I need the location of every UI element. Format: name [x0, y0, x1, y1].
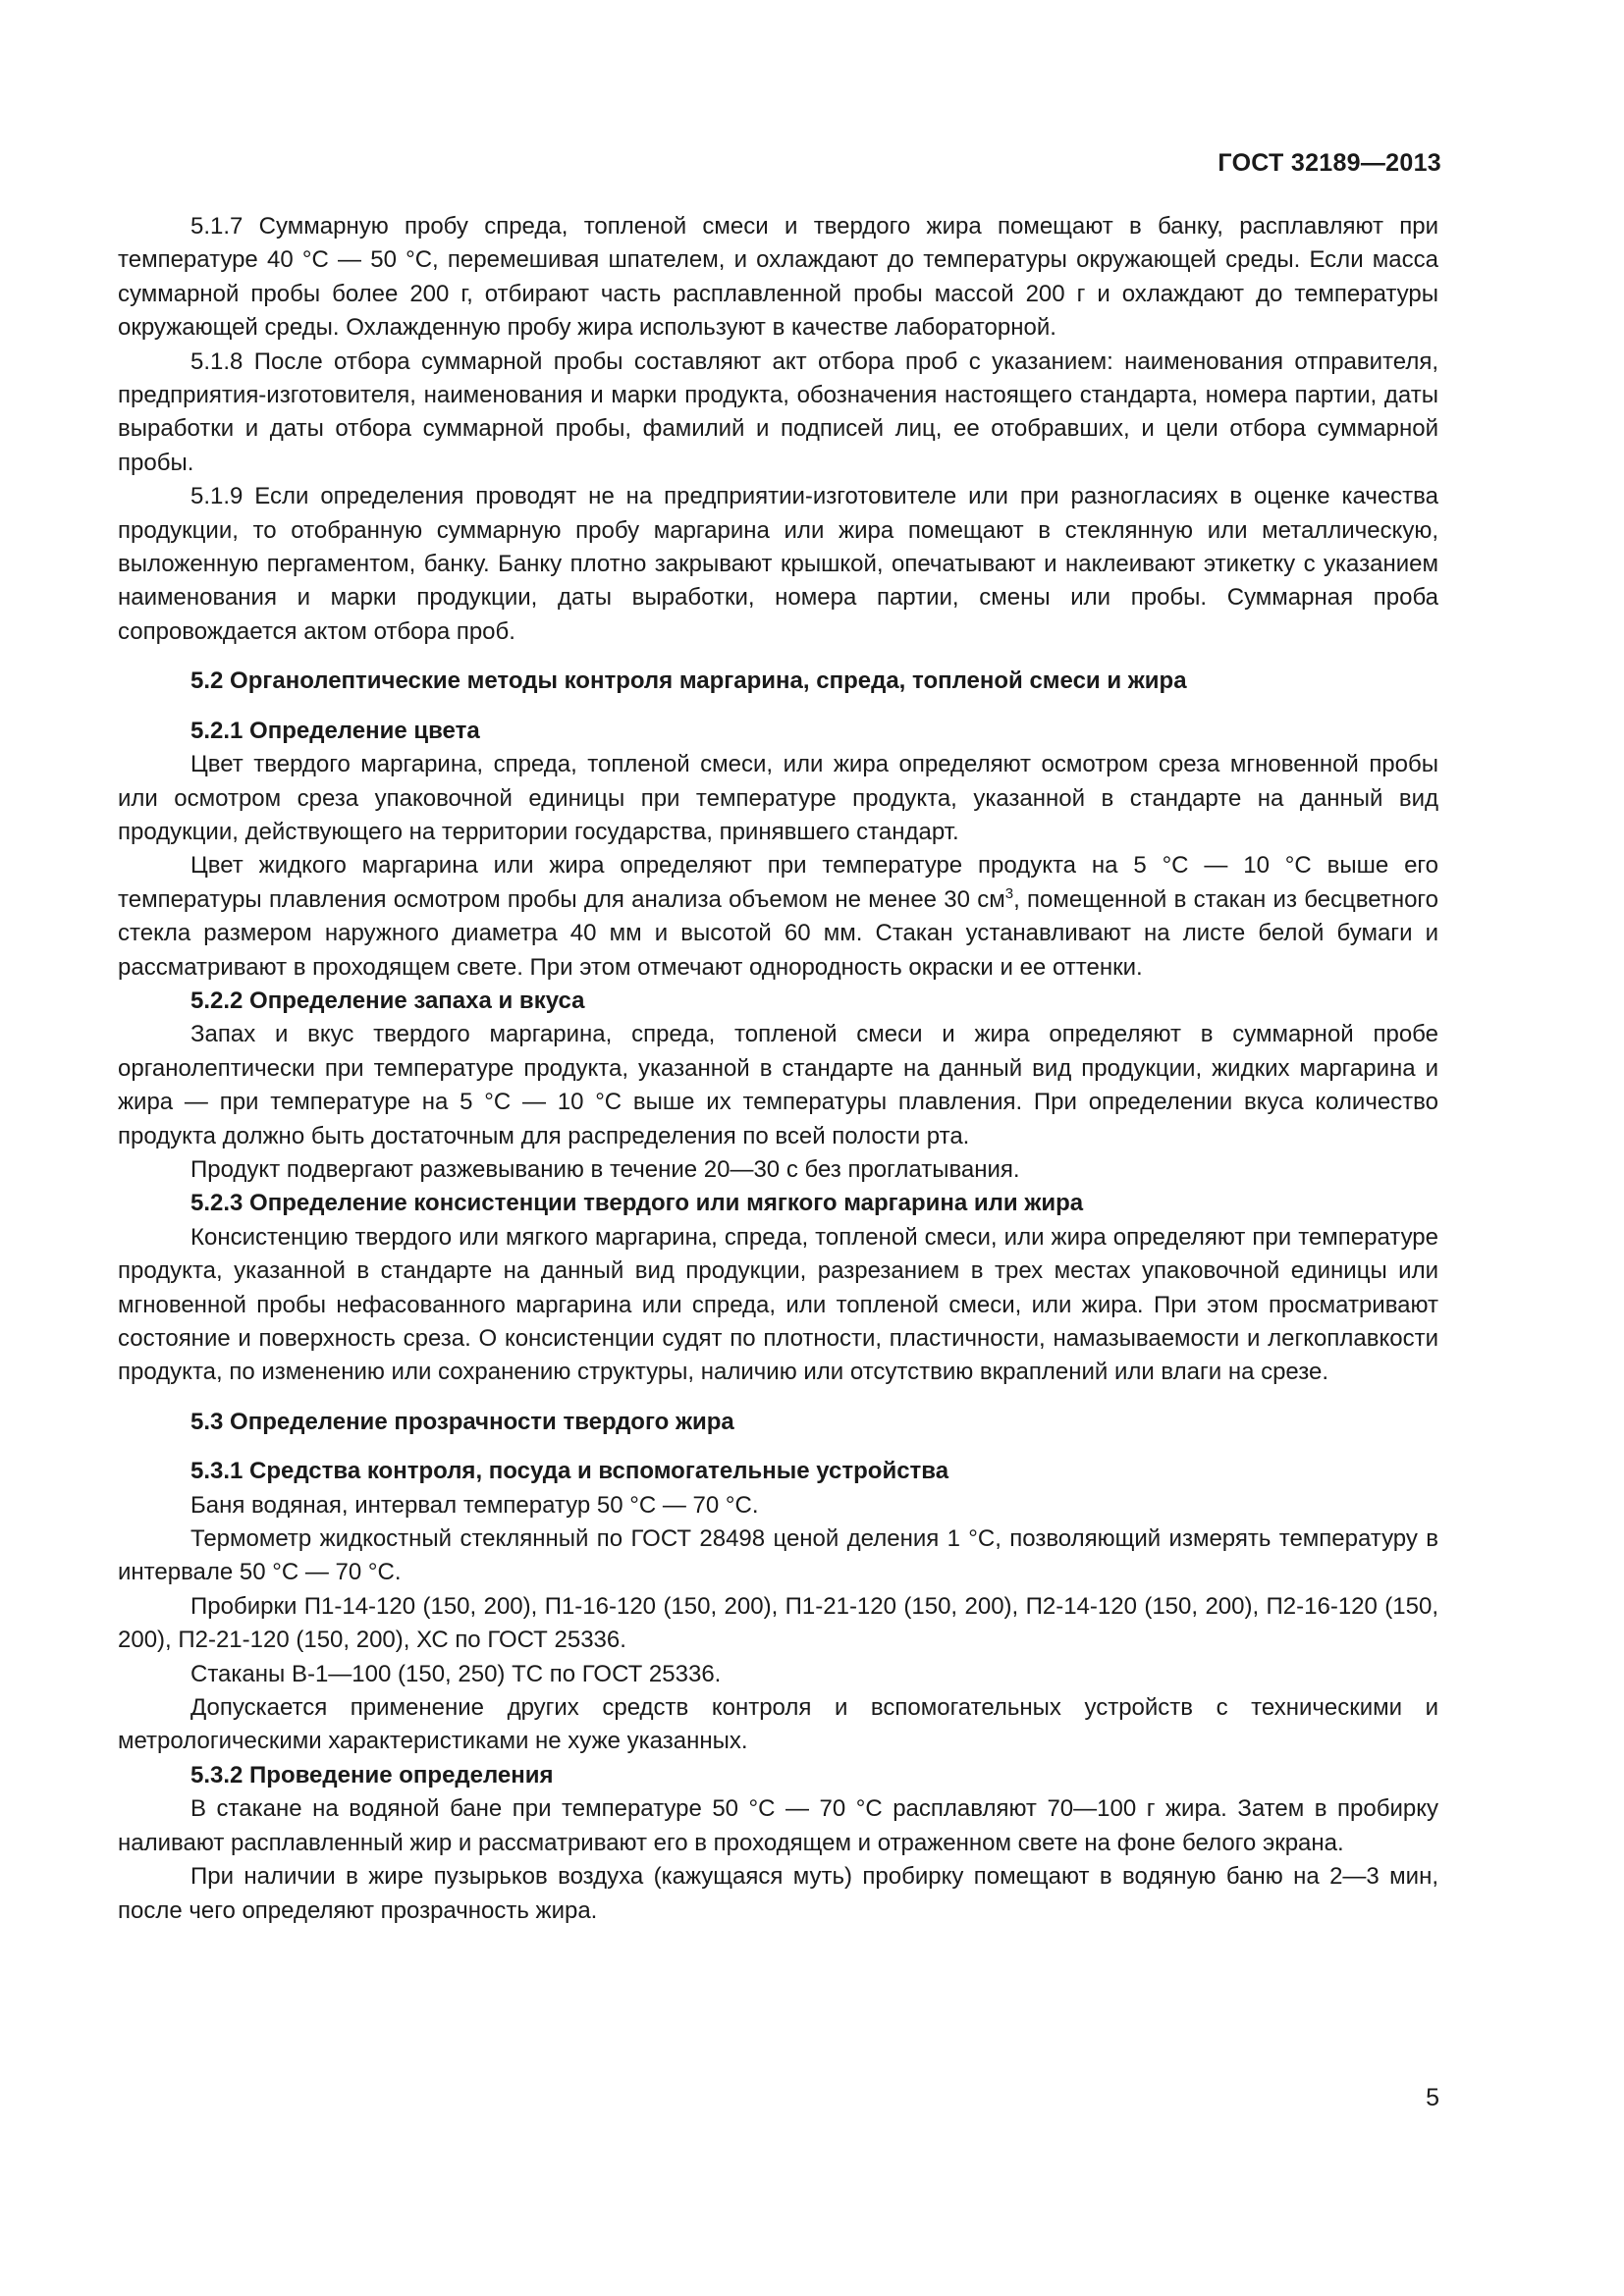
paragraph-5-3-1-a: Баня водяная, интервал температур 50 °С — 70 °С.: [190, 1491, 759, 1519]
paragraph-5-2-1-b: [118, 849, 1438, 985]
subsection-heading-5-2-2: 5.2.2 Определение запаха и вкуса: [190, 987, 585, 1014]
paragraph-5-2-2-b: Продукт подвергают разжевыванию в течение 20—30 с без проглатывания.: [190, 1155, 1020, 1183]
section-heading-5-2: 5.2 Органолептические методы контроля маргарина, спреда, топленой смеси и жира: [190, 667, 1187, 695]
paragraph-5-1-7: 5.1.7 Суммарную пробу спреда, топленой смеси и твердого жира помещают в банку, расплавляют при температуре 40 °С — 50 °С, перемешивая шпателем, и охлаждают до температуры окружающей среды. Если масса суммарной пробы более 200 г, отбирают часть расплавленной пробы массой 200 г и охлаждают до температуры окружающей среды. Охлажденную пробу жира используют в качестве лабораторной.: [118, 213, 1438, 342]
paragraph-5-3-2-a: В стакане на водяной бане при температуре 50 °С — 70 °С расплавляют 70—100 г жира. Затем в пробирку наливают расплавленный жир и рассматривают его в проходящем и отраженном свете на фоне белого экрана.: [118, 1795, 1438, 1856]
paragraph-5-2-1-b-end: , помещенной в стакан из бесцветного стекла размером наружного диаметра 40 мм и высотой 60 мм. Стакан устанавливают на листе белой бумаги и рассматривают в проходящем свете. При этом отмечают однородность окраски и ее оттенки.: [118, 885, 1439, 981]
subsection-heading-5-2-1: 5.2.1 Определение цвета: [190, 717, 480, 744]
paragraph-5-2-1-a: Цвет твердого маргарина, спреда, топленой смеси, или жира определяют осмотром среза мгновенной пробы или осмотром среза упаковочной единицы при температуре продукта, указанной в стандарте на данный вид продукции, действующего на территории государства, принявшего стандарт.: [118, 751, 1438, 845]
paragraph-5-3-1-e: Допускается применение других средств контроля и вспомогательных устройств с техническими и метрологическими характеристиками не хуже указанных.: [118, 1694, 1438, 1755]
page-body: [118, 210, 1438, 1928]
paragraph-5-2-3: Консистенцию твердого или мягкого маргарина, спреда, топленой смеси, или жира определяют при температуре продукта, указанной в стандарте на данный вид продукции, разрезанием в трех местах упаковочной единицы или мгновенной пробы нефасованного маргарина или спреда, или топленой смеси, или жира. При этом просматривают состояние и поверхность среза. О консистенции судят по плотности, пластичности, намазываемости и легкоплавкости продукта, по изменению или сохранению структуры, наличию или отсутствию вкраплений или влаги на срезе.: [118, 1223, 1438, 1386]
paragraph-5-3-1-b: Термометр жидкостный стеклянный по ГОСТ 28498 ценой деления 1 °С, позволяющий измерять температуру в интервале 50 °С — 70 °С.: [118, 1525, 1438, 1586]
subsection-heading-5-2-3: 5.2.3 Определение консистенции твердого или мягкого маргарина или жира: [190, 1190, 1084, 1217]
subsection-heading-5-3-2: 5.3.2 Проведение определения: [190, 1761, 554, 1789]
paragraph-5-2-1-b-start: Цвет жидкого маргарина или жира определяют при температуре продукта на 5 °С — 10 °С выше его температуры плавления осмотром пробы для анализа объемом не менее 30 см: [118, 852, 1438, 913]
document-code: ГОСТ 32189—2013: [1218, 149, 1441, 177]
paragraph-5-3-2-b: При наличии в жире пузырьков воздуха (кажущаяся муть) пробирку помещают в водяную баню на 2—3 мин, после чего определяют прозрачность жира.: [118, 1863, 1438, 1924]
cubic-superscript: 3: [1004, 884, 1014, 902]
paragraph-5-2-2-a: Запах и вкус твердого маргарина, спреда, топленой смеси и жира определяют в суммарной пробе органолептически при температуре продукта, указанной в стандарте на данный вид продукции, жидких маргарина и жира — при температуре на 5 °С — 10 °С выше их температуры плавления. При определении вкуса количество продукта должно быть достаточным для распределения по всей полости рта.: [118, 1021, 1438, 1149]
paragraph-5-3-1-d: Стаканы В-1—100 (150, 250) ТС по ГОСТ 25336.: [190, 1660, 722, 1687]
paragraph-5-1-8: 5.1.8 После отбора суммарной пробы составляют акт отбора проб с указанием: наименования отправителя, предприятия-изготовителя, наименования и марки продукта, обозначения настоящего стандарта, номера партии, даты выработки и даты отбора суммарной пробы, фамилий и подписей лиц, ее отобравших, и цели отбора суммарной пробы.: [118, 347, 1438, 476]
paragraph-5-1-9: 5.1.9 Если определения проводят не на предприятии-изготовителе или при разногласиях в оценке качества продукции, то отобранную суммарную пробу маргарина или жира помещают в стеклянную или металлическую, выложенную пергаментом, банку. Банку плотно закрывают крышкой, опечатывают и наклеивают этикетку с указанием наименования и марки продукции, даты выработки, номера партии, смены или пробы. Суммарная проба сопровождается актом отбора проб.: [118, 483, 1438, 645]
subsection-heading-5-3-1: 5.3.1 Средства контроля, посуда и вспомогательные устройства: [190, 1458, 949, 1485]
section-heading-5-3: 5.3 Определение прозрачности твердого жира: [190, 1408, 734, 1435]
paragraph-5-3-1-c: Пробирки П1-14-120 (150, 200), П1-16-120 (150, 200), П1-21-120 (150, 200), П2-14-120 (150, 200), П2-16-120 (150, 200), П2-21-120 (150, 200), ХС по ГОСТ 25336.: [118, 1592, 1438, 1654]
page-number: 5: [1426, 2084, 1439, 2111]
